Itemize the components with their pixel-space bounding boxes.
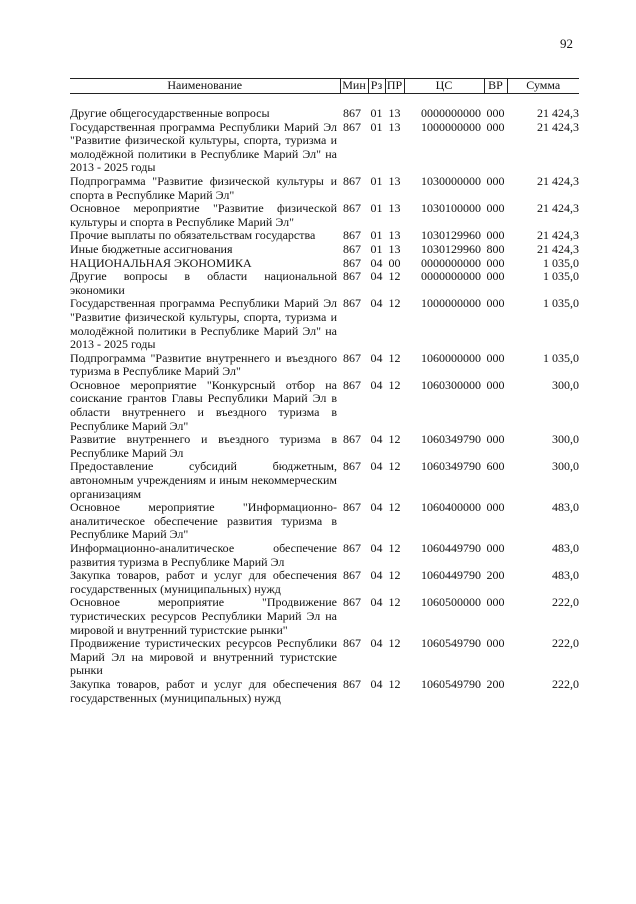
row-min: 867 bbox=[343, 377, 361, 392]
row-min: 867 bbox=[343, 595, 361, 610]
row-min: 867 bbox=[343, 676, 361, 691]
table-header bbox=[70, 79, 579, 94]
table-row bbox=[70, 637, 579, 678]
row-cs: 1060300000 bbox=[421, 377, 481, 392]
row-pr: 12 bbox=[388, 636, 401, 651]
row-pr: 12 bbox=[388, 377, 401, 392]
row-cs: 1000000000 bbox=[421, 119, 481, 134]
row-rz: 04 bbox=[370, 636, 383, 651]
row-rz: 01 bbox=[370, 201, 383, 216]
row-rz: 01 bbox=[370, 119, 383, 134]
row-pr: 12 bbox=[388, 541, 401, 555]
row-name: Основное мероприятие "Продвижение туристических ресурсов Республики Марий Эл на мировой и внутренний туристские рынки" bbox=[70, 595, 337, 637]
row-vr: 000 bbox=[486, 228, 505, 243]
row-rz: 04 bbox=[370, 432, 383, 447]
row-cs: 1060500000 bbox=[421, 595, 481, 610]
table-row bbox=[70, 542, 579, 569]
row-min: 867 bbox=[343, 459, 361, 474]
row-min: 867 bbox=[343, 568, 361, 583]
row-rz: 01 bbox=[370, 228, 383, 243]
row-min: 867 bbox=[343, 228, 361, 243]
table-row bbox=[70, 352, 579, 379]
row-vr: 000 bbox=[486, 269, 505, 284]
row-pr: 12 bbox=[388, 269, 401, 284]
table-row bbox=[70, 501, 579, 542]
row-name: Информационно-аналитическое обеспечение развития туризма в Республике Марий Эл bbox=[70, 541, 337, 569]
header-pr: ПР bbox=[386, 78, 403, 93]
row-sum: 222,0 bbox=[552, 595, 579, 610]
row-name: Закупка товаров, работ и услуг для обеспечения государственных (муниципальных) нужд bbox=[70, 568, 337, 596]
row-vr: 000 bbox=[486, 201, 505, 216]
row-sum: 21 424,3 bbox=[537, 173, 579, 188]
row-name: Продвижение туристических ресурсов Республики Марий Эл на мировой и внутренний туристские рынки bbox=[70, 636, 337, 678]
row-min: 867 bbox=[343, 350, 361, 365]
row-cs: 1030129960 bbox=[421, 241, 481, 256]
page-number: 92 bbox=[560, 36, 573, 51]
header-vr: ВР bbox=[484, 79, 507, 94]
row-cs: 1060449790 bbox=[421, 541, 481, 555]
row-min: 867 bbox=[343, 500, 361, 515]
row-vr: 000 bbox=[486, 636, 505, 651]
row-sum: 21 424,3 bbox=[537, 106, 579, 120]
row-name: Основное мероприятие "Развитие физической культуры и спорта в Республике Марий Эл" bbox=[70, 201, 337, 229]
row-sum: 21 424,3 bbox=[537, 201, 579, 216]
row-vr: 000 bbox=[486, 173, 505, 188]
row-rz: 04 bbox=[370, 541, 383, 555]
row-vr: 000 bbox=[486, 296, 505, 311]
table-row bbox=[70, 243, 579, 257]
table-row bbox=[70, 175, 579, 202]
table-row bbox=[70, 596, 579, 637]
row-name: Развитие внутреннего и въездного туризма в Республике Марий Эл bbox=[70, 432, 337, 460]
row-pr: 12 bbox=[388, 568, 401, 583]
row-vr: 000 bbox=[486, 595, 505, 610]
row-pr: 12 bbox=[388, 676, 401, 691]
row-pr: 12 bbox=[388, 500, 401, 515]
row-sum: 21 424,3 bbox=[537, 228, 579, 243]
row-vr: 000 bbox=[486, 350, 505, 365]
row-cs: 0000000000 bbox=[421, 106, 481, 120]
header-cs: ЦС bbox=[404, 79, 484, 94]
row-cs: 1060400000 bbox=[421, 500, 481, 515]
row-pr: 12 bbox=[388, 296, 401, 311]
row-rz: 04 bbox=[370, 676, 383, 691]
row-sum: 300,0 bbox=[552, 459, 579, 474]
row-min: 867 bbox=[343, 296, 361, 311]
row-vr: 000 bbox=[486, 255, 505, 270]
row-name: Предоставление субсидий бюджетным, автономным учреждениям и иным некоммерческим организациям bbox=[70, 459, 337, 501]
row-min: 867 bbox=[343, 636, 361, 651]
header-rz: Рз bbox=[368, 79, 385, 94]
row-cs: 0000000000 bbox=[421, 255, 481, 270]
row-rz: 01 bbox=[370, 173, 383, 188]
row-cs: 1030129960 bbox=[421, 228, 481, 243]
row-name: Подпрограмма "Развитие внутреннего и въездного туризма в Республике Марий Эл" bbox=[70, 350, 337, 379]
row-cs: 1030000000 bbox=[421, 173, 481, 188]
row-min: 867 bbox=[343, 173, 361, 188]
row-pr: 13 bbox=[388, 228, 401, 243]
budget-table bbox=[70, 78, 579, 705]
row-cs: 1000000000 bbox=[421, 296, 481, 311]
row-cs: 1060449790 bbox=[421, 568, 481, 583]
row-min: 867 bbox=[343, 255, 361, 270]
row-rz: 04 bbox=[370, 255, 383, 270]
table-row bbox=[70, 678, 579, 705]
row-vr: 200 bbox=[486, 568, 505, 583]
row-min: 867 bbox=[343, 201, 361, 216]
table-row bbox=[70, 379, 579, 433]
row-vr: 800 bbox=[486, 241, 505, 256]
row-cs: 1060349790 bbox=[421, 459, 481, 474]
row-vr: 000 bbox=[486, 500, 505, 515]
row-rz: 04 bbox=[370, 350, 383, 365]
row-name: Прочие выплаты по обязательствам государства bbox=[70, 228, 316, 243]
row-rz: 04 bbox=[370, 377, 383, 392]
row-min: 867 bbox=[343, 106, 361, 120]
row-min: 867 bbox=[343, 119, 361, 134]
row-name: Государственная программа Республики Марий Эл "Развитие физической культуры, спорта, туризма и молодёжной политики в Республике Марий Эл" на 2013 - 2025 годы bbox=[70, 119, 337, 175]
row-sum: 222,0 bbox=[552, 636, 579, 651]
row-sum: 1 035,0 bbox=[543, 269, 579, 284]
row-min: 867 bbox=[343, 541, 361, 555]
row-sum: 483,0 bbox=[552, 541, 579, 555]
row-sum: 300,0 bbox=[552, 432, 579, 447]
row-min: 867 bbox=[343, 269, 361, 284]
row-sum: 483,0 bbox=[552, 568, 579, 583]
row-name: НАЦИОНАЛЬНАЯ ЭКОНОМИКА bbox=[70, 255, 252, 270]
row-min: 867 bbox=[343, 241, 361, 256]
row-name: Другие общегосударственные вопросы bbox=[70, 106, 270, 120]
row-sum: 1 035,0 bbox=[543, 350, 579, 365]
row-rz: 04 bbox=[370, 296, 383, 311]
table-row bbox=[70, 257, 579, 271]
row-rz: 04 bbox=[370, 595, 383, 610]
row-name: Другие вопросы в области национальной экономики bbox=[70, 269, 337, 297]
row-cs: 1060349790 bbox=[421, 432, 481, 447]
header-sum: Сумма bbox=[507, 79, 579, 94]
table-row bbox=[70, 202, 579, 229]
row-vr: 000 bbox=[486, 432, 505, 447]
row-rz: 04 bbox=[370, 568, 383, 583]
row-sum: 1 035,0 bbox=[543, 296, 579, 311]
table-row bbox=[70, 229, 579, 243]
row-pr: 13 bbox=[388, 173, 401, 188]
row-pr: 13 bbox=[388, 106, 401, 120]
table-row bbox=[70, 270, 579, 297]
row-name: Подпрограмма "Развитие физической культуры и спорта в Республике Марий Эл" bbox=[70, 173, 337, 202]
row-pr: 13 bbox=[388, 241, 401, 256]
row-vr: 000 bbox=[486, 541, 505, 555]
row-pr: 12 bbox=[388, 432, 401, 447]
row-name: Основное мероприятие "Конкурсный отбор на соискание грантов Главы Республики Марий Эл в области внутреннего и въездного туризма в Республике Марий Эл" bbox=[70, 377, 337, 433]
row-cs: 1060549790 bbox=[421, 636, 481, 651]
table-body bbox=[70, 94, 579, 706]
row-name: Основное мероприятие "Информационно-аналитическое обеспечение развития туризма в Республике Марий Эл" bbox=[70, 500, 337, 542]
row-min: 867 bbox=[343, 432, 361, 447]
table-row bbox=[70, 433, 579, 460]
row-name: Закупка товаров, работ и услуг для обеспечения государственных (муниципальных) нужд bbox=[70, 676, 337, 705]
row-pr: 13 bbox=[388, 201, 401, 216]
table-row bbox=[70, 121, 579, 175]
row-pr: 13 bbox=[388, 119, 401, 134]
row-vr: 600 bbox=[486, 459, 505, 474]
row-sum: 300,0 bbox=[552, 377, 579, 392]
header-min: Мин bbox=[340, 79, 368, 94]
row-cs: 1030100000 bbox=[421, 201, 481, 216]
row-pr: 00 bbox=[388, 255, 401, 270]
row-cs: 1060549790 bbox=[421, 676, 481, 691]
row-cs: 0000000000 bbox=[421, 269, 481, 284]
table-row bbox=[70, 460, 579, 501]
row-name: Иные бюджетные ассигнования bbox=[70, 241, 233, 256]
row-rz: 04 bbox=[370, 269, 383, 284]
row-pr: 12 bbox=[388, 350, 401, 365]
row-sum: 222,0 bbox=[552, 676, 579, 691]
row-pr: 12 bbox=[388, 459, 401, 474]
header-name: Наименование bbox=[70, 79, 340, 94]
row-rz: 01 bbox=[370, 241, 383, 256]
row-cs: 1060000000 bbox=[421, 350, 481, 365]
row-rz: 04 bbox=[370, 500, 383, 515]
row-vr: 200 bbox=[486, 676, 505, 691]
row-vr: 000 bbox=[486, 119, 505, 134]
table-row bbox=[70, 569, 579, 596]
table-row bbox=[70, 297, 579, 351]
row-pr: 12 bbox=[388, 595, 401, 610]
row-sum: 21 424,3 bbox=[537, 119, 579, 134]
row-vr: 000 bbox=[486, 106, 505, 120]
row-rz: 01 bbox=[370, 106, 383, 120]
row-sum: 483,0 bbox=[552, 500, 579, 515]
row-name: Государственная программа Республики Марий Эл "Развитие физической культуры, спорта, туризма и молодёжной политики в Республике Марий Эл" на 2013 - 2025 годы bbox=[70, 296, 337, 352]
row-sum: 21 424,3 bbox=[537, 241, 579, 256]
row-rz: 04 bbox=[370, 459, 383, 474]
table-row bbox=[70, 94, 579, 121]
row-sum: 1 035,0 bbox=[543, 255, 579, 270]
row-vr: 000 bbox=[486, 377, 505, 392]
